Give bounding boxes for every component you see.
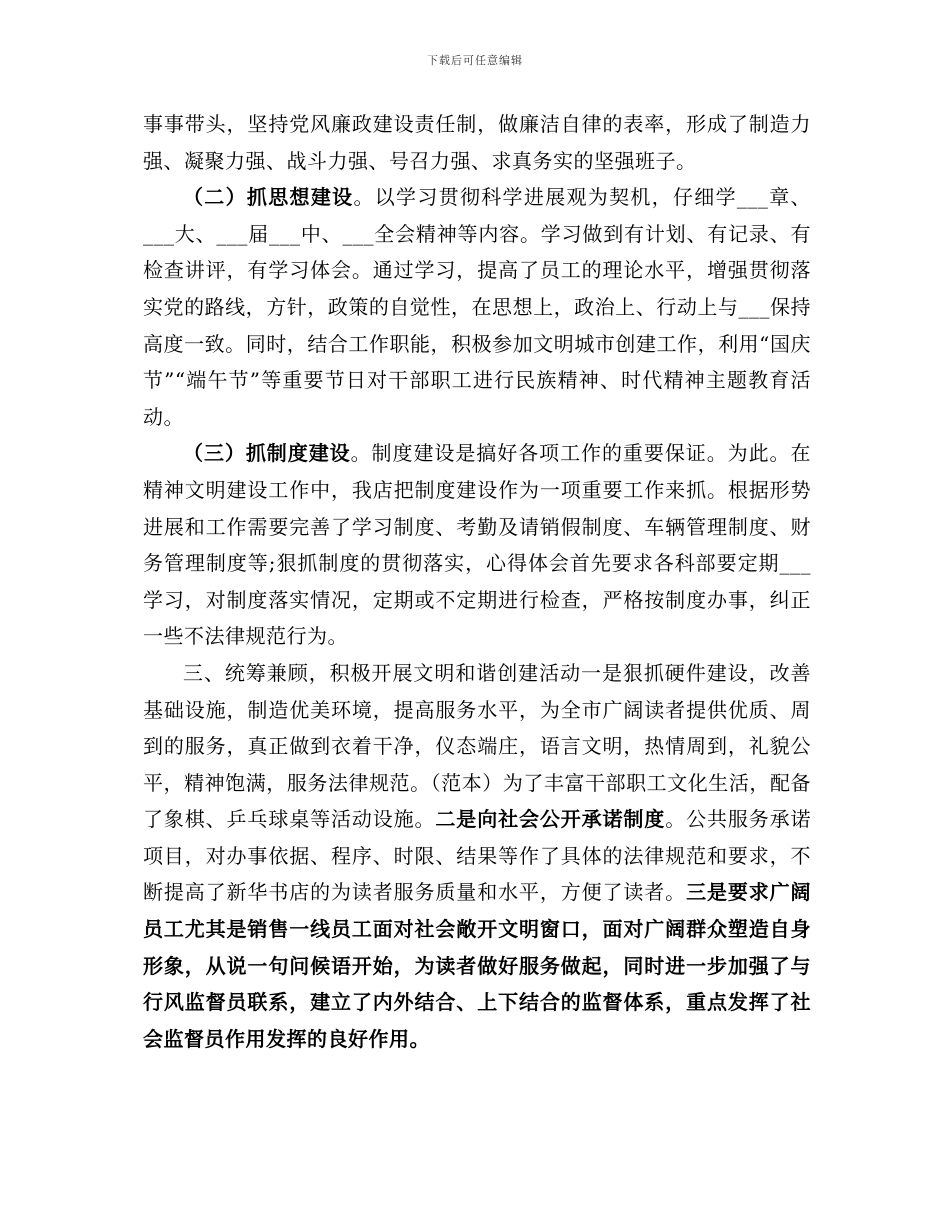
section-heading: （三）抓制度建设: [183, 441, 351, 466]
paragraph-text: 。以学习贯彻科学进展观为契机，仔细学___章、___大、___届___中、___全会精神等内容。学习做到有计划、有记录、有检查讲评，有学习体会。通过学习，提高了员工的理论水平，增强贯彻落实党的路线，方针，政策的自觉性，在思想上，政治上、行动上与___保持高度一致。同时，结合工作职能，积极参加文明城市创建工作，利用“国庆节”“端午节”等重要节日对干部职工进行民族精神、时代精神主题教育活动。: [143, 185, 812, 429]
paragraph-text: 。公共服务承诺项目，对办事依据、程序、时限、结果等作了具体的法律规范和要求，不断提高了新华书店的为读者服务质量和水平，方便了读者。: [143, 807, 812, 905]
page-header: 下载后可任意编辑: [427, 54, 523, 67]
paragraph-text: 事事带头，坚持党风廉政建设责任制，做廉洁自律的表率，形成了制造力强、凝聚力强、战斗力强、号召力强、求真务实的坚强班子。: [143, 112, 811, 173]
bold-statement: 三是要求广阔员工尤其是销售一线员工面对社会敞开文明窗口，面对广阔群众塑造自身形象，从说一句问候语开始，为读者做好服务做起，同时进一步加强了与行风监督员联系，建立了内外结合、上下结合的监督体系，重点发挥了社会监督员作用发挥的良好作用。: [143, 880, 812, 1051]
paragraph-text: 。制度建设是搞好各项工作的重要保证。为此。在精神文明建设工作中，我店把制度建设作为一项重要工作来抓。根据形势进展和工作需要完善了学习制度、考勤及请销假制度、车辆管理制度、财务管理制度等;狠抓制度的贯彻落实，心得体会首先要求各科部要定期___学习，对制度落实情况，定期或不定期进行检查，严格按制度办事，纠正一些不法律规范行为。: [143, 441, 812, 649]
paragraph-ideology-building: [143, 179, 811, 435]
bold-statement: 二是向社会公开承诺制度: [435, 807, 666, 832]
paragraph-text: 三、统筹兼顾，积极开展文明和谐创建活动一是狠抓硬件建设，改善基础设施，制造优美环境，提高服务水平，为全市广阔读者提供优质、周到的服务，真正做到衣着干净，仪态端庄，语言文明，热情周到，礼貌公平，精神饱满，服务法律规范。（范本）为了丰富干部职工文化生活，配备了象棋、乒乓球桌等活动设施。: [143, 660, 811, 832]
document-body: [143, 106, 811, 1057]
paragraph-system-building: [143, 435, 811, 655]
paragraph-continuation: [143, 106, 811, 179]
section-heading: （二）抓思想建设: [183, 185, 354, 210]
paragraph-section-three: [143, 655, 811, 1058]
